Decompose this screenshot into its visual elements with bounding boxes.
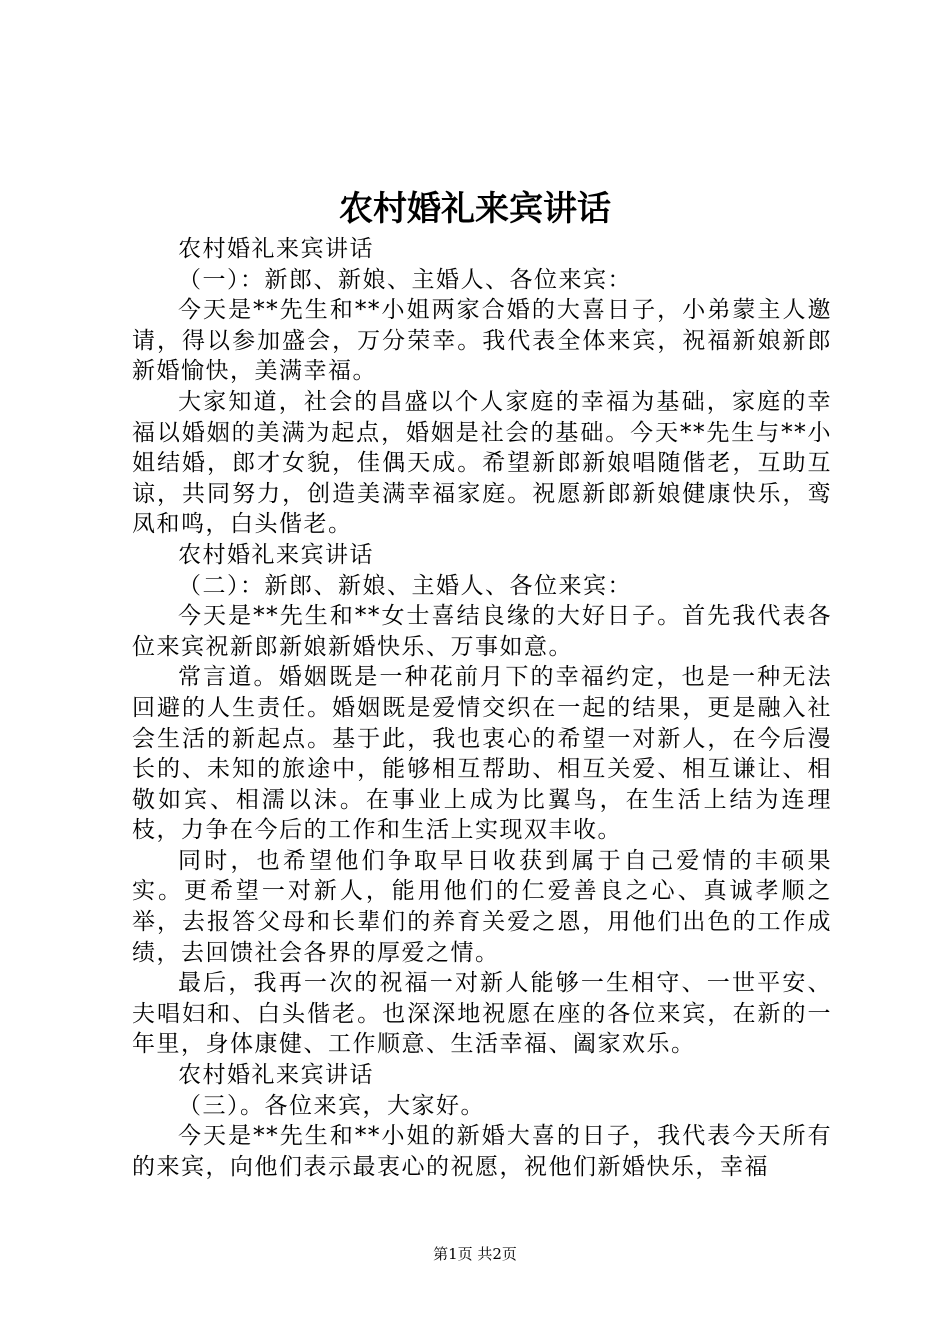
salutation: （一）：新郎、新娘、主婚人、各位来宾： xyxy=(178,266,632,293)
paragraph: 今天是**先生和**小姐两家合婚的大喜日子，小弟蒙主人邀请，得以参加盛会，万分荣幸。我代表全体来宾，祝福新娘新郎新婚愉快，美满幸福。 xyxy=(132,297,832,385)
salutation: （二）：新郎、新娘、主婚人、各位来宾： xyxy=(178,572,632,599)
paragraph: 常言道。婚姻既是一种花前月下的幸福约定，也是一种无法回避的人生责任。婚姻既是爱情交织在一起的结果，更是融入社会生活的新起点。基于此，我也衷心的希望一对新人，在今后漫长的、未知的旅途中，能够相互帮助、相互关爱、相互谦让、相敬如宾、相濡以沫。在事业上成为比翼鸟，在生活上结为连理枝，力争在今后的工作和生活上实现双丰收。 xyxy=(132,664,832,844)
paragraph: 大家知道，社会的昌盛以个人家庭的幸福为基础，家庭的幸福以婚姻的美满为起点，婚姻是社会的基础。今天**先生与**小姐结婚，郎才女貌，佳偶天成。希望新郎新娘唱随偕老，互助互谅，共同努力，创造美满幸福家庭。祝愿新郎新娘健康快乐，鸾凤和鸣，白头偕老。 xyxy=(132,388,832,538)
paragraph: 今天是**先生和**小姐的新婚大喜的日子，我代表今天所有的来宾，向他们表示最衷心的祝愿，祝他们新婚快乐，幸福 xyxy=(132,1123,832,1180)
section-heading: 农村婚礼来宾讲话 xyxy=(178,541,374,568)
paragraph: 同时，也希望他们争取早日收获到属于自己爱情的丰硕果实。更希望一对新人，能用他们的仁爱善良之心、真诚孝顺之举，去报答父母和长辈们的养育关爱之恩，用他们出色的工作成绩，去回馈社会各界的厚爱之情。 xyxy=(132,847,832,966)
paragraph: 最后，我再一次的祝福一对新人能够一生相守、一世平安、夫唱妇和、白头偕老。也深深地祝愿在座的各位来宾，在新的一年里，身体康健、工作顺意、生活幸福、阖家欢乐。 xyxy=(132,970,832,1058)
salutation: （三）。各位来宾，大家好。 xyxy=(178,1092,485,1119)
paragraph: 今天是**先生和**女士喜结良缘的大好日子。首先我代表各位来宾祝新郎新娘新婚快乐、万事如意。 xyxy=(132,603,832,660)
page-number: 第1页 共2页 xyxy=(433,1245,517,1263)
section-heading: 农村婚礼来宾讲话 xyxy=(178,236,374,262)
section-heading: 农村婚礼来宾讲话 xyxy=(178,1062,374,1089)
document-body xyxy=(132,234,832,1182)
document-title: 农村婚礼来宾讲话 xyxy=(339,189,611,229)
